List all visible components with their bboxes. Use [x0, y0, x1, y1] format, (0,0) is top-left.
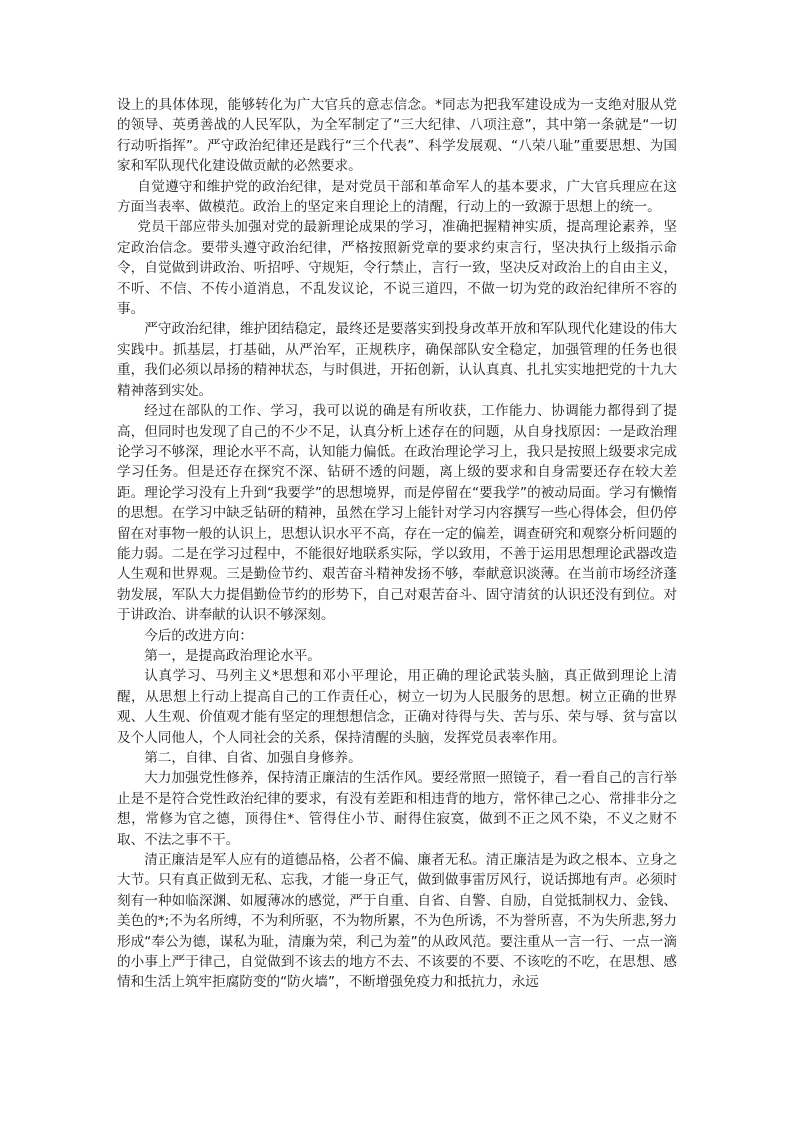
paragraph: 第二，自律、自省、加强自身修养。 [144, 750, 362, 766]
paragraph: 严守政治纪律，维护团结稳定，最终还是要落实到投身改革开放和军队现代化建设的伟大实践中。抓基层，打基础，从严治军，正规秩序，确保部队安全稳定，加强管理的任务也很重，我们必须以昂扬的精神状态，与时俱进，开拓创新，认认真真、扎扎实实地把党的十九大精神落到实处。 [117, 321, 677, 399]
paragraph: 经过在部队的工作、学习，我可以说的确是有所收获，工作能力、协调能力都得到了提高，但同时也发现了自己的不少不足，认真分析上述存在的问题，从自身找原因：一是政治理论学习不够深，理论水平不高，认知能力偏低。在政治理论学习上，我只是按照上级要求完成学习任务。但是还存在探究不深、钻研不透的问题，离上级的要求和自身需要还存在较大差距。理论学习没有上升到“我要学”的思想境界，而是停留在“要我学”的被动局面。学习有懒惰的思想。在学习中缺乏钻研的精神，虽然在学习上能针对学习内容撰写一些心得体会，但仍停留在对事物一般的认识上，思想认识水平不高，存在一定的偏差，调查研究和观察分析问题的能力弱。二是在学习过程中，不能很好地联系实际，学以致用，不善于运用思想理论武器改造人生观和世界观。三是勤俭节约、艰苦奋斗精神发扬不够，奉献意识淡薄。在当前市场经济蓬勃发展，军队大力提倡勤俭节约的形势下，自己对艰苦奋斗、固守清贫的认识还没有到位。对于讲政治、讲奉献的认识不够深刻。 [117, 403, 677, 624]
paragraph: 第一，是提高政治理论水平。 [144, 647, 321, 664]
paragraph: 自觉遵守和维护党的政治纪律，是对党员干部和革命军人的基本要求，广大官兵理应在这方面当表率、做模范。政治上的坚定来自理论上的清醒，行动上的一致源于思想上的统一。 [117, 178, 677, 216]
paragraph: 清正廉洁是军人应有的道德品格，公者不偏、廉者无私。清正廉洁是为政之根本、立身之大节。只有真正做到无私、忘我，才能一身正气，做到做事雷厉风行，说话掷地有声。必须时刻有一种如临深渊、如履薄冰的感觉，严于自重、自省、自警、自励，自觉抵制权力、金钱、美色的*;不为名所缚，不为利所驱，不为物所累，不为色所诱，不为誉所喜，不为失所悲,努力形成“奉公为德，谋私为耻，清廉为荣，利己为羞”的从政风范。要注重从一言一行、一点一滴的小事上严于律己，自觉做到不该去的地方不去、不该要的不要、不该吃的不吃，在思想、感情和生活上筑牢拒腐防变的“防火墙”，不断增强免疫力和抵抗力，永远 [117, 852, 677, 991]
paragraph: 党员干部应带头加强对党的最新理论成果的学习，准确把握精神实质，提高理论素养，坚定政治信念。要带头遵守政治纪律，严格按照新党章的要求约束言行，坚决执行上级指示命令，自觉做到讲政治、听招呼、守规矩，令行禁止，言行一致，坚决反对政治上的自由主义，不听、不信、不传小道消息，不乱发议论，不说三道四，不做一切为党的政治纪律所不容的事。 [117, 219, 677, 318]
paragraph: 认真学习、马列主义*思想和邓小平理论，用正确的理论武装头脑，真正做到理论上清醒，从思想上行动上提高自己的工作责任心，树立一切为人民服务的思想。树立正确的世界观、人生观、价值观才能有坚定的理想想信念，正确对待得与失、苦与乐、荣与辱、贫与富以及个人同他人，个人同社会的关系，保持清醒的头脑，发挥党员表率作用。 [117, 668, 677, 746]
paragraph: 设上的具体体现，能够转化为广大官兵的意志信念。*同志为把我军建设成为一支绝对服从党的领导、英勇善战的人民军队，为全军制定了“三大纪律、八项注意”，其中第一条就是“一切行动听指挥”。严守政治纪律还是践行“三个代表”、科学发展观、“八荣八耻”重要思想、为国家和军队现代化建设做贡献的必然要求。 [117, 97, 677, 175]
paragraph: 大力加强党性修养，保持清正廉洁的生活作风。要经常照一照镜子，看一看自己的言行举止是不是符合党性政治纪律的要求，有没有差距和相违背的地方，常怀律己之心、常排非分之想，常修为官之德，顶得住*、管得住小节、耐得住寂寞，做到不正之风不染，不义之财不取、不法之事不干。 [117, 770, 677, 848]
document-page [117, 95, 677, 993]
paragraph: 今后的改进方向： [144, 627, 253, 644]
